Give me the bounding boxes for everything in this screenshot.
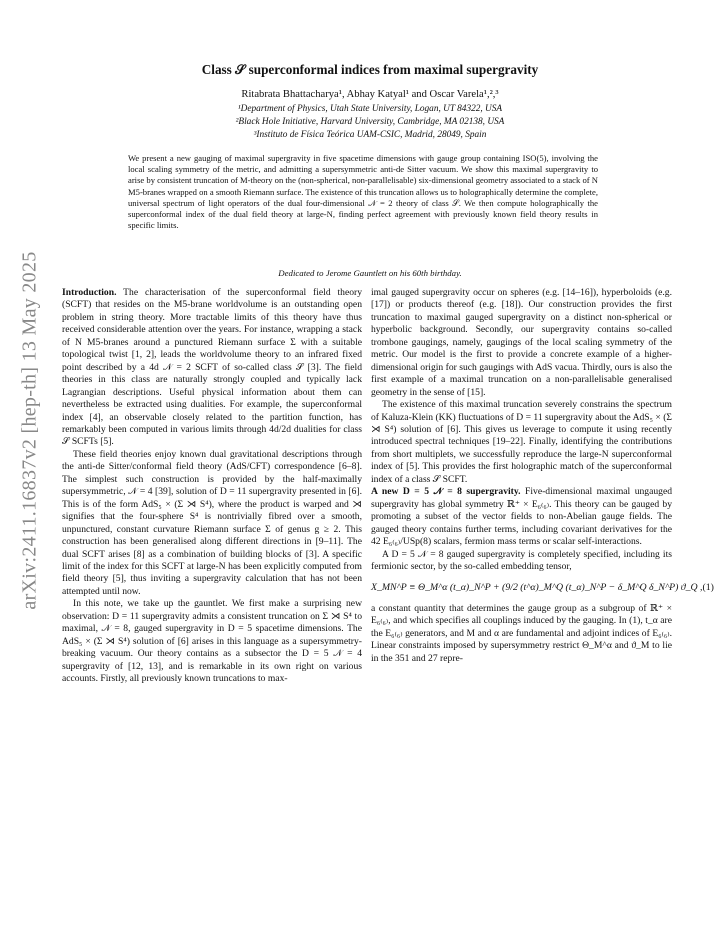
dedication: Dedicated to Jerome Gauntlett on his 60th birthday. — [278, 268, 462, 278]
intro-paragraph-2: These field theories enjoy known dual gravitational descriptions through the anti-de Sitter/conformal field theory (AdS/CFT) correspondence [6–8]. The simplest such construction is provided by the half-maximally supersymmetric, 𝒩 = 4 [39], solution of D = 11 supergravity presented in [6]. This is of the form AdS₅ × (Σ ⋊ S⁴), where the product is warped and ⋊ signifies that the four-sphere S⁴ is nontrivially fibred over a smooth, unpunctured, constant curvature Riemann surface Σ of genus g ≥ 2. This construction has been generalised along different directions in [9–11]. The dual SCFT arises [8] as a combination of building blocks of [3]. A specific limit of the index for this SCFT at large-N has been explicitly computed from field theory [5], thus inviting a supergravity calculation that has not been attempted until now. — [62, 448, 362, 597]
intro-heading: Introduction. — [62, 287, 117, 298]
embedding-tensor-paragraph: A D = 5 𝒩 = 8 gauged supergravity is completely specified, including its fermionic sector, by the so-called embedding tensor, — [371, 548, 672, 572]
intro-paragraph-3: In this note, we take up the gauntlet. We first make a surprising new observation: D = 11 supergravity admits a consistent truncation on Σ ⋊ S⁴ to maximal, 𝒩 = 8, gauged supergravity in D = 5 spacetime dimensions. The AdS₅ × (Σ ⋊ S⁴) solution of [6] arises in this language as a supersymmetry-breaking vacuum. Our theory contains as a subsector the D = 5 𝒩 = 4 supergravity of [12, 13], and is remarkable in its own right on various accounts. Firstly, all previously known truncations to max- — [62, 598, 362, 685]
equation-number: (1) — [702, 582, 714, 594]
arxiv-identifier — [10, 210, 50, 650]
continuation-paragraph: imal gauged supergravity occur on spheres (e.g. [14–16]), hyperboloids (e.g. [17]) or products thereof (e.g. [18]). Our construction provides the first truncation to maximal gauged supergravity on a distinct non-spherical or hyperbolic background. Secondly, our supergravity contains so-called trombone gaugings, namely, gaugings of the local scaling symmetry of the metric. Our model is the first to provide a concrete example of a higher-dimensional origin for such gaugings with AdS vacua. Thirdly, ours is also the first example of a maximal truncation on a non-parallelisable generalised geometry in the sense of [15]. — [371, 287, 672, 398]
right-column — [371, 287, 714, 665]
section-heading: A new D = 5 𝒩 = 8 supergravity. — [371, 486, 521, 498]
kk-spectrum-paragraph: The existence of this maximal truncation severely constrains the spectrum of Kaluza-Klein (KK) fluctuations of D = 11 supergravity about the AdS₅ × (Σ ⋊ S⁴) solution of [6]. This gives us leverage to compute it using recently introduced spectral techniques [19–22]. Finally, identifying the contributions from short multiplets, we successfully reproduce the large-N superconformal index of [5]. This provides the first holographic match of the superconformal index of a class 𝒮 SCFT. — [371, 399, 672, 485]
affiliation-1: ¹Department of Physics, Utah State University, Logan, UT 84322, USA — [237, 104, 503, 114]
left-column — [62, 287, 362, 686]
affiliation-2: ²Black Hole Initiative, Harvard University, Cambridge, MA 02138, USA — [235, 117, 505, 127]
equation-body: X_MN^P ≡ Θ_M^α (t_α)_N^P + (9/2 (t^α)_M^Q (t_α)_N^P − δ_M^Q δ_N^P) ϑ_Q , — [371, 582, 703, 594]
affiliation-3: ³Instituto de Física Teórica UAM-CSIC, Madrid, 28049, Spain — [253, 130, 487, 140]
paper-title: Class 𝒮 superconformal indices from maximal supergravity — [201, 62, 539, 77]
intro-paragraph-1 — [62, 287, 362, 449]
equation-1 — [371, 582, 714, 594]
author-list: Ritabrata Bhattacharya¹, Abhay Katyal¹ and Oscar Varela¹,²,³ — [241, 89, 499, 100]
section-paragraph — [371, 486, 672, 548]
arxiv-identifier-text: arXiv:2411.16837v2 [hep-th] 13 May 2025 — [18, 250, 41, 610]
gauge-group-paragraph: a constant quantity that determines the gauge group as a subgroup of ℝ⁺ × E₆₍₆₎, and which specifies all couplings induced by the gauging. In (1), t_α are the E₆₍₆₎ generators, and M and α are fundamental and adjoint indices of E₆₍₆₎. Linear constraints imposed by supersymmetry restrict Θ_M^α and ϑ_M to lie in the 351 and 27 repre- — [371, 602, 672, 664]
intro-paragraph-1-text: The characterisation of the superconformal field theory (SCFT) that resides on the M5-brane worldvolume is an outstanding open problem in string theory. More tractable limits of this theory have thus received considerable attention over the years. For instance, wrapping a stack of N M5-branes around a punctured Riemann surface Σ with a suitable topological twist [1, 2], leads the worldvolume theory to an infrared fixed point described by a 4d 𝒩 = 2 SCFT of so-called class 𝒮 [3]. The field theories in this class are naturally strongly coupled and typically lack Lagrangian descriptions. Useful physical information about them can nevertheless be extracted using dualities. For example, the superconformal index [4], an observable closely related to the partition function, has remarkably been computed in various limits through 4d/2d dualities for class 𝒮 SCFTs [5]. — [62, 287, 362, 448]
section-paragraph-text: Five-dimensional maximal ungauged supergravity has global symmetry ℝ⁺ × E₆₍₆₎. This theory can be gauged by promoting a subset of the vector fields to non-Abelian gauge fields. The gauged theory contains further terms, including covariant derivatives for the 42 E₆₍₆₎/USp(8) scalars, fermion mass terms or scalar self-interactions. — [371, 486, 672, 548]
abstract: We present a new gauging of maximal supergravity in five spacetime dimensions with gauge group containing ISO(5), involving the local scaling symmetry of the metric, and admitting a supersymmetric anti-de Sitter vacuum. We show this maximal supergravity to arise by consistent truncation of M-theory on the (non-spherical, non-parallelisable) six-dimensional geometry associated to a stack of N M5-branes wrapped on a smooth Riemann surface. The existence of this truncation allows us to holographically determine the complete, universal spectrum of light operators of the dual four-dimensional 𝒩 = 2 theory of class 𝒮. We then compute holographically the superconformal index of the dual field theory at large-N, finding perfect agreement with previously known field theory results in specific limits. — [128, 153, 598, 231]
